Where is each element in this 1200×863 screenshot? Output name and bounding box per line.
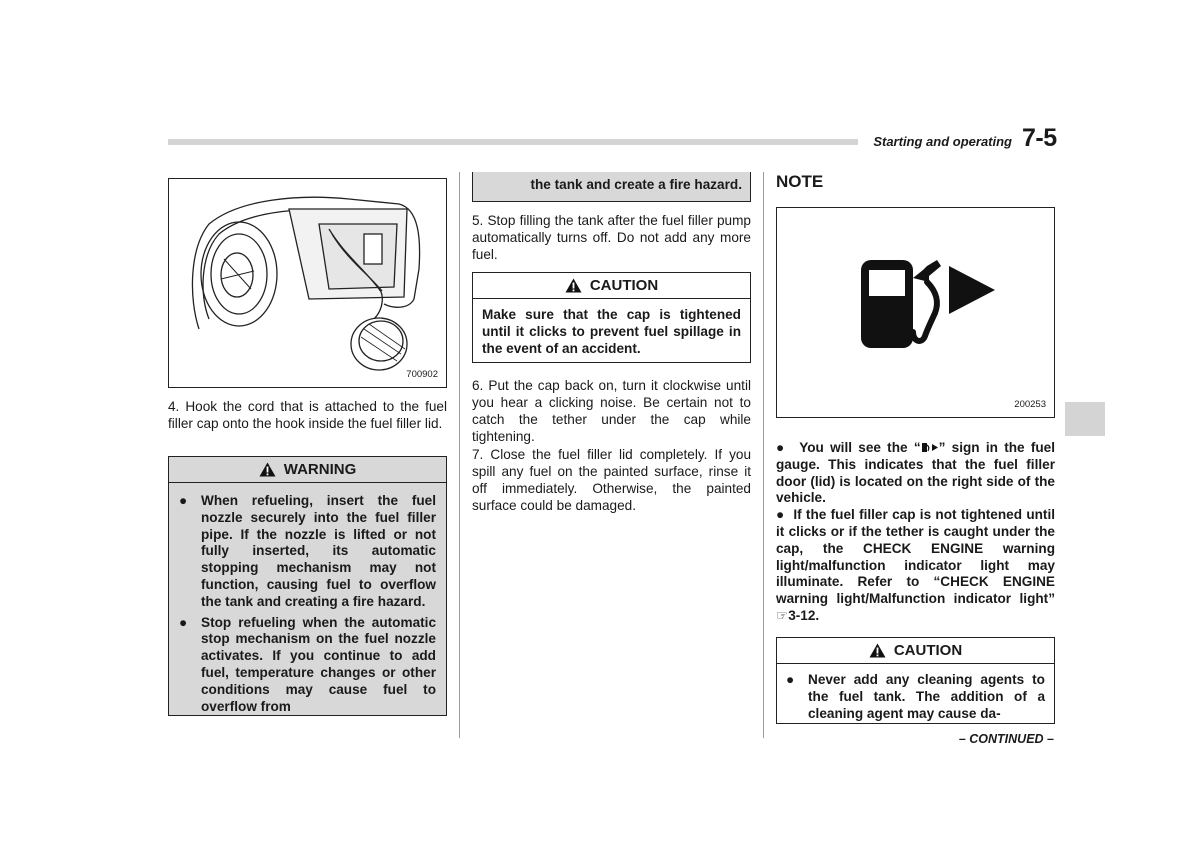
header-rule bbox=[168, 139, 858, 145]
figure-code: 700902 bbox=[406, 369, 438, 380]
bullet: ● bbox=[179, 614, 188, 630]
warning-header bbox=[168, 456, 447, 483]
caution-item bbox=[786, 672, 1045, 722]
reference-icon: ☞ bbox=[776, 607, 789, 623]
warning-title: WARNING bbox=[283, 461, 357, 478]
fuel-filler-cap-illustration-icon bbox=[169, 179, 446, 387]
caution-title-2: CAUTION bbox=[893, 642, 963, 659]
section-title: Starting and operating bbox=[873, 134, 1012, 149]
caution-triangle-icon bbox=[565, 278, 582, 293]
warning-item-text: Stop refueling when the automatic stop mechanism on the fuel nozzle activates. If you continue to add fuel, temperature changes or other conditions may cause fuel to overflow from bbox=[201, 614, 436, 714]
bullet: ● bbox=[776, 507, 794, 523]
step-7: 7. Close the fuel filler lid completely. If you spill any fuel on the painted surface, rinse it off immediately. Otherwise, the painted surface could be damaged. bbox=[472, 447, 751, 513]
warning-continued bbox=[472, 172, 751, 202]
page-number: 7-5 bbox=[1022, 124, 1057, 152]
chapter-tab bbox=[1065, 402, 1105, 436]
caution-header-2 bbox=[776, 637, 1055, 664]
fuel-cap-figure bbox=[168, 178, 447, 388]
bullet: ● bbox=[776, 440, 800, 455]
caution-body bbox=[472, 299, 751, 363]
warning-continued-text: the tank and create a fire hazard. bbox=[530, 177, 742, 192]
note-1-after: ” sign in the fuel gauge. This indicates that the fuel filler door (lid) is located on the right side of the vehicle. bbox=[776, 440, 1055, 506]
column-divider-2 bbox=[763, 172, 764, 738]
step-4: 4. Hook the cord that is attached to the fuel filler cap onto the hook inside the fuel filler lid. bbox=[168, 399, 447, 431]
fuel-pump-arrow-icon bbox=[777, 208, 1054, 417]
caution-header bbox=[472, 272, 751, 299]
caution-title: CAUTION bbox=[589, 277, 659, 294]
warning-item bbox=[179, 493, 436, 611]
fuel-pump-mini-icon bbox=[921, 442, 939, 453]
column-divider-1 bbox=[459, 172, 460, 738]
caution-triangle-icon bbox=[869, 643, 886, 658]
fuel-gauge-figure bbox=[776, 207, 1055, 418]
warning-triangle-icon bbox=[259, 462, 276, 477]
step-5: 5. Stop filling the tank after the fuel filler pump automatically turns off. Do not add any more fuel. bbox=[472, 213, 751, 262]
caution-body-2 bbox=[776, 664, 1055, 724]
caution-text: Make sure that the cap is tightened until it clicks to prevent fuel spillage in the event of an accident. bbox=[482, 307, 741, 356]
note-2-text: If the fuel filler cap is not tightened until it clicks or if the tether is caught under the cap, the CHECK ENGINE warning light/malfunction indicator light may illuminate. Refer to “CHECK ENGINE warning light/Malfunction indicator light” bbox=[776, 507, 1056, 607]
warning-body bbox=[168, 483, 447, 716]
step-6: 6. Put the cap back on, turn it clockwise until you hear a clicking noise. Be certain not to catch the tether under the cap while tightening. bbox=[472, 378, 751, 444]
bullet: ● bbox=[179, 493, 188, 508]
warning-item bbox=[179, 615, 436, 716]
note-1-before: You will see the “ bbox=[799, 440, 921, 455]
note-item bbox=[776, 507, 1055, 625]
bullet: ● bbox=[786, 672, 795, 687]
continued-label: – CONTINUED – bbox=[958, 732, 1054, 746]
page-reference[interactable]: 3-12. bbox=[788, 607, 820, 623]
warning-item-text: When refueling, insert the fuel nozzle securely into the fuel filler pipe. If the nozzle is lifted or not fully inserted, its automatic stopping mechanism may not function, causing fuel to overflow the tank and creating a fire hazard. bbox=[201, 493, 436, 609]
caution-item-text: Never add any cleaning agents to the fuel tank. The addition of a cleaning agent may cause da- bbox=[808, 672, 1045, 721]
figure-code: 200253 bbox=[1014, 399, 1046, 410]
note-item bbox=[776, 440, 1055, 507]
note-title: NOTE bbox=[776, 172, 824, 191]
note-list bbox=[776, 440, 1055, 625]
